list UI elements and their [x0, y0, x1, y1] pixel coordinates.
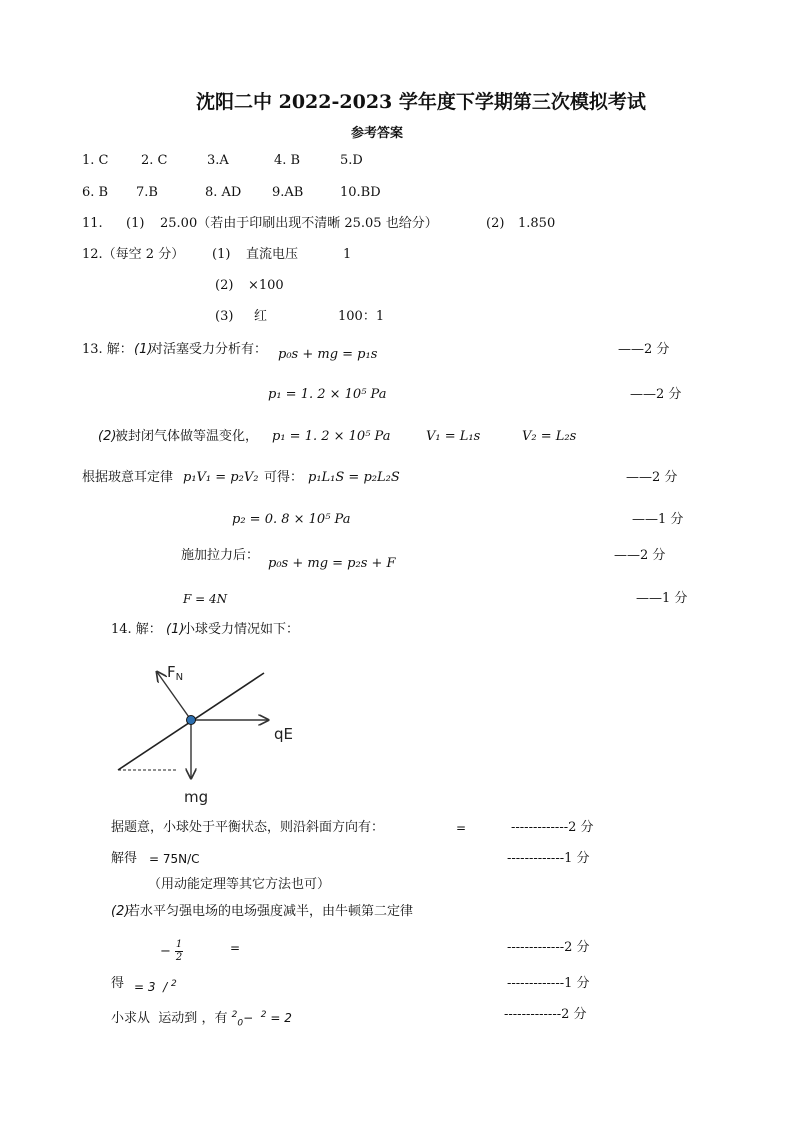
qe-label: qE [274, 725, 293, 743]
part-label: (2) [486, 216, 505, 231]
score-mark: ——2 分 [626, 470, 678, 485]
answer-text: 直流电压 [246, 247, 299, 262]
choice-answer: 8. AD [205, 185, 242, 200]
question-number: 13. 解： [82, 342, 133, 357]
step-text: 对活塞受力分析有： [150, 342, 268, 357]
part-label: (1) [126, 216, 145, 231]
part-label: (1) [212, 247, 231, 262]
score-mark: -------------1 分 [507, 976, 590, 991]
part-label: (2) [111, 904, 130, 919]
page-title: 沈阳二中 2022-2023 学年度下学期第三次模拟考试 [196, 91, 646, 113]
question-number: 14. 解： [111, 622, 162, 637]
equation-part: / [163, 980, 168, 994]
ball [187, 716, 196, 725]
answer-text: 红 [254, 309, 268, 324]
equation: = 75N/C [149, 852, 200, 866]
step-text: 若水平匀强电场的电场强度减半，由牛顿第二定律 [127, 904, 414, 919]
superscript: 2 [231, 1010, 238, 1020]
equation: p₀s + mg = p₂s + F [268, 556, 396, 571]
minus-sign: − [243, 1011, 254, 1025]
answer-text: ×100 [248, 278, 284, 293]
choice-answer: 1. C [82, 153, 109, 168]
fraction-numerator: 1 [175, 939, 183, 950]
equation: = [456, 821, 467, 835]
equation [134, 976, 177, 995]
equation [231, 1010, 292, 1029]
choice-answer: 3.A [207, 153, 229, 168]
choice-answer: 4. B [274, 153, 301, 168]
equation-part: = 2 [270, 1011, 292, 1025]
question-number: 12.（每空 2 分） [82, 247, 185, 262]
part-label: (2) [215, 278, 234, 293]
choice-answer: 6. B [82, 185, 109, 200]
step-text: 可得： [264, 470, 304, 485]
answer-text: 1.850 [518, 216, 556, 231]
step-text [111, 1007, 292, 1031]
equation: V₁ = L₁s [426, 429, 481, 444]
text-part: ，有 [201, 1011, 228, 1026]
force-diagram [110, 656, 310, 808]
score-mark: -------------2 分 [504, 1007, 587, 1022]
answer-text: 100：1 [338, 309, 385, 324]
text-part: 小求从 [111, 1011, 151, 1026]
part-label: (2) [98, 429, 117, 444]
superscript: 2 [260, 1010, 267, 1020]
equation: V₂ = L₂s [522, 429, 577, 444]
part-label: (1) [134, 342, 153, 357]
minus-sign: − [160, 944, 171, 959]
choice-answer: 2. C [141, 153, 168, 168]
choice-answer: 9.AB [272, 185, 304, 200]
note-text: （用动能定理等其它方法也可） [148, 877, 331, 892]
fraction-denominator: 2 [175, 952, 183, 963]
choice-answer: 10.BD [340, 185, 381, 200]
subscript: 0 [237, 1018, 244, 1029]
equation: p₁ = 1. 2 × 10⁵ Pa [272, 429, 391, 444]
equation-part: = 3 [134, 980, 156, 994]
step-text: 解得 [111, 851, 138, 866]
fn-label: $F_N$ [167, 663, 184, 683]
score-mark: ——1 分 [636, 591, 688, 606]
choice-answer: 7.B [136, 185, 158, 200]
text-part: 运动到 [158, 1011, 198, 1026]
equation: p₂ = 0. 8 × 10⁵ Pa [232, 512, 351, 527]
fraction [175, 940, 183, 963]
step-text: 被封闭气体做等温变化， [115, 429, 259, 444]
score-mark: ——2 分 [618, 342, 670, 357]
step-text: 据题意，小球处于平衡状态，则沿斜面方向有： [111, 820, 385, 835]
answer-text: 1 [343, 247, 352, 262]
equation: p₁ = 1. 2 × 10⁵ Pa [268, 387, 387, 402]
page-subtitle: 参考答案 [351, 126, 404, 141]
score-mark: -------------1 分 [507, 851, 590, 866]
superscript: 2 [171, 979, 177, 989]
choice-answer: 5.D [340, 153, 363, 168]
equation: p₀s + mg = p₁s [278, 347, 378, 362]
question-number: 11. [82, 216, 103, 231]
answer-text: 25.00（若由于印刷出现不清晰 25.05 也给分） [160, 216, 438, 231]
score-mark: ——1 分 [632, 512, 684, 527]
mg-label: mg [184, 788, 209, 806]
step-text: 得 [111, 976, 125, 991]
score-mark: ——2 分 [630, 387, 682, 402]
part-label: (1) [166, 622, 185, 637]
equation: p₁L₁S = p₂L₂S [308, 470, 400, 485]
score-mark: ——2 分 [614, 548, 666, 563]
step-text: 施加拉力后： [181, 548, 260, 563]
equation [160, 940, 183, 963]
part-label: (3) [215, 309, 234, 324]
equation: = [230, 941, 241, 955]
step-text: 根据玻意耳定律 [82, 470, 174, 485]
score-mark: -------------2 分 [511, 820, 594, 835]
score-mark: -------------2 分 [507, 940, 590, 955]
equation: F = 4N [183, 592, 228, 606]
equation: p₁V₁ = p₂V₂ [183, 470, 259, 485]
step-text: 小球受力情况如下： [182, 622, 300, 637]
